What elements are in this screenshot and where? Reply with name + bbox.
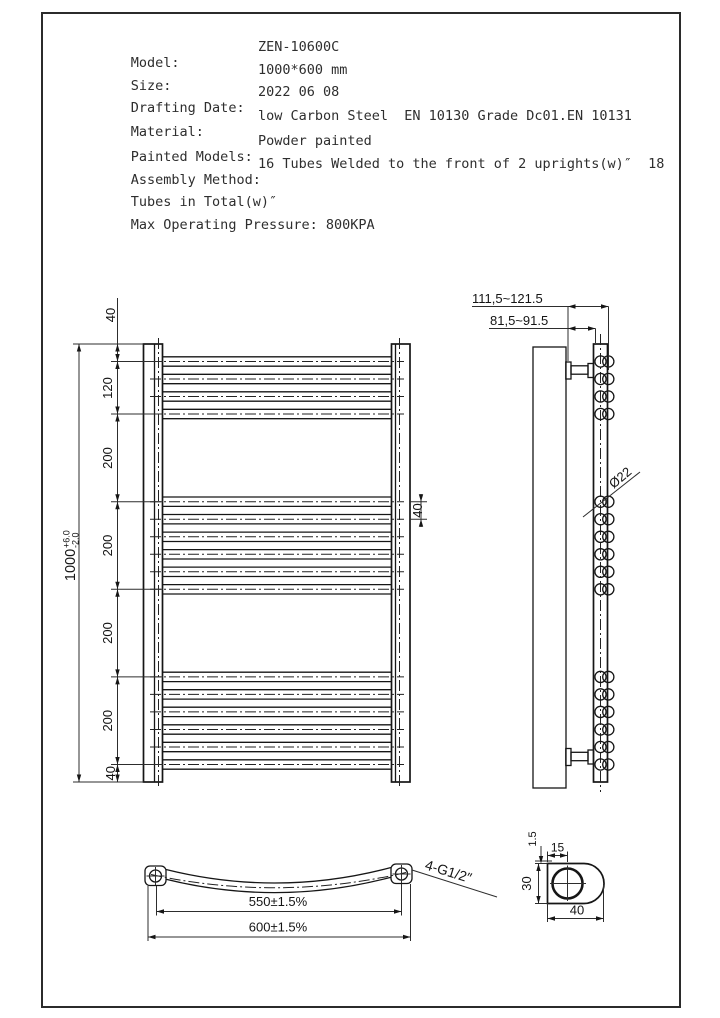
bottom-view <box>145 857 497 941</box>
dim-overall-height <box>62 530 81 581</box>
dim-tol-plus: +6.0 <box>61 530 72 548</box>
dim-tube-diameter: Ø22 <box>605 463 635 492</box>
dim-wall-to-upright: 81,5~91.5 <box>490 313 549 328</box>
dim-1000: 1000 <box>63 548 79 582</box>
dim-top-40: 40 <box>103 307 118 323</box>
spec-value: 16 Tubes Welded to the front of 2 uprights(w)″ 18 <box>258 156 665 172</box>
spec-label: Size: <box>130 78 172 94</box>
spec-value: Powder painted <box>258 133 372 149</box>
dim-120: 120 <box>100 377 115 399</box>
spec-label: Assembly Method: <box>130 172 261 188</box>
spec-text: Tubes in Total(w)″ <box>130 194 278 210</box>
dim-200-4: 200 <box>100 709 115 732</box>
spec-text: Max Operating Pressure: 800KPA <box>130 217 375 233</box>
front-view <box>62 298 428 788</box>
wall-bracket-bottom <box>566 749 594 766</box>
front-tubes <box>150 357 404 769</box>
dim-pitch-40: 40 <box>410 503 425 518</box>
dim-offset-15: 15 <box>550 840 565 855</box>
left-upright <box>144 338 163 788</box>
dim-200-3: 200 <box>100 622 115 644</box>
brick-wall <box>533 347 566 788</box>
dim-thickness: 1.5 <box>527 831 539 847</box>
left-fitting <box>145 866 166 886</box>
dim-wall-to-tube: 111,5~121.5 <box>472 291 543 306</box>
dim-tap-centers: 550±1.5% <box>248 894 308 909</box>
dim-depth-30: 30 <box>519 876 534 891</box>
dim-overall-width: 600±1.5% <box>248 919 308 935</box>
right-upright <box>392 338 411 788</box>
dim-200-2: 200 <box>100 534 115 557</box>
dim-200-1: 200 <box>100 447 115 469</box>
spec-value: 1000*600 mm <box>258 62 348 78</box>
dim-tol-minus: -2.0 <box>70 532 81 548</box>
spec-value: low Carbon Steel EN 10130 Grade Dc01.EN 10131 <box>258 108 632 124</box>
curved-tube <box>151 868 406 893</box>
label-connections: 4-G1/2″ <box>423 856 474 886</box>
spec-label: Material: <box>130 124 204 140</box>
side-tubes <box>595 356 614 770</box>
wall-bracket-top <box>566 362 594 379</box>
dim-bottom-40: 40 <box>103 766 118 781</box>
spec-label: Painted Models: <box>130 149 253 165</box>
dim-width-40: 40 <box>569 902 585 918</box>
spec-label: Drafting Date: <box>130 100 245 116</box>
spec-value: ZEN-10600C <box>258 39 340 55</box>
detail-view <box>519 831 604 922</box>
spec-value: 2022 06 08 <box>258 84 340 100</box>
right-fitting <box>391 864 412 884</box>
side-view <box>472 291 640 792</box>
spec-label: Model: <box>130 55 180 71</box>
